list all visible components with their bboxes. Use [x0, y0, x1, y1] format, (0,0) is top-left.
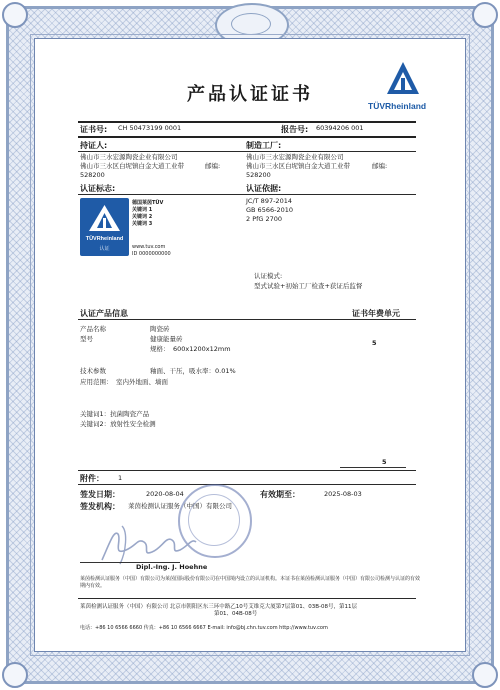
- mark-line: 关键词 3: [132, 221, 153, 227]
- factory-label: 制造工厂:: [246, 141, 282, 150]
- issue-date-label: 签发日期：: [80, 490, 120, 499]
- product-info-label: 认证产品信息: [80, 309, 128, 318]
- mark-line: 关键词 2: [132, 214, 153, 220]
- divider: [78, 470, 416, 471]
- brand-name: TÜVRheinland: [368, 101, 427, 111]
- scope-value: 室内外地面、墙面: [116, 378, 168, 386]
- divider: [78, 151, 416, 152]
- report-no-label: 报告号:: [281, 125, 309, 134]
- corner-ornament: [2, 2, 28, 28]
- spec: 600x1200x12mm: [173, 345, 231, 353]
- annual-fee-value: 5: [372, 339, 377, 347]
- total-line: [340, 467, 406, 468]
- company-address-2: 第01、04B-08号: [214, 611, 258, 617]
- mark-id: ID 0000000000: [132, 251, 171, 257]
- signer-name: Dipl.-Ing. J. Hoehne: [136, 563, 208, 571]
- mode-label: 认证模式:: [254, 272, 283, 280]
- divider: [78, 121, 416, 123]
- issuer-label: 签发机构：: [80, 502, 120, 511]
- factory-postcode: 528200: [246, 171, 271, 179]
- holder-postcode: 528200: [80, 171, 105, 179]
- factory-name: 佛山市三水宏源陶瓷企业有限公司: [246, 153, 344, 161]
- cert-no: CH 50473199 0001: [118, 124, 182, 132]
- scope-label: 应用范围：: [80, 378, 113, 386]
- mark-brand: TÜVRheinland: [85, 236, 124, 242]
- issuer: 莱茵检测认证服务（中国）有限公司: [128, 502, 232, 510]
- expiry-date-label: 有效期至：: [260, 490, 300, 499]
- page-title: 产品认证证书: [187, 84, 313, 105]
- expiry-date: 2025-08-03: [324, 490, 362, 498]
- model-label: 型号: [80, 335, 93, 343]
- appendix-value: 1: [118, 474, 123, 482]
- tuv-mark-icon: [88, 204, 121, 232]
- basis-label: 认证依据:: [246, 184, 282, 193]
- divider: [78, 484, 416, 485]
- mark-url: www.tuv.com: [132, 244, 166, 250]
- divider: [78, 598, 416, 599]
- footnote: 莱茵检测认证服务（中国）有限公司为莱茵国际股份有限公司在中国境内设立的认证机构。本证书在莱茵检测认证服务（中国）有限公司检测与认证的有效期内有效。: [80, 576, 421, 589]
- holder-label: 持证人:: [80, 141, 108, 150]
- total-annual-value: 5: [382, 458, 387, 466]
- certification-mark: [80, 198, 129, 256]
- appendix-label: 附件：: [80, 474, 104, 483]
- mode-value: 型式试验+初始工厂检查+获证后监督: [254, 282, 363, 290]
- corner-ornament: [472, 662, 498, 688]
- divider: [78, 319, 416, 320]
- mark-line: 关键词 1: [132, 207, 153, 213]
- divider: [78, 194, 416, 195]
- spec-label: 规格：: [150, 345, 170, 353]
- tech-label: 技术参数: [80, 367, 106, 375]
- keyword-1: 关键词1：抗菌陶瓷产品: [80, 410, 150, 418]
- product-name-label: 产品名称: [80, 325, 106, 333]
- holder-name: 佛山市三水宏源陶瓷企业有限公司: [80, 153, 178, 161]
- factory-address: 佛山市三水区白坭镇白金大道工业带: [246, 162, 350, 170]
- mark-sub: 认证: [99, 246, 110, 252]
- contact-info: 电话：+86 10 6566 6660 传真：+86 10 6566 6667 E-mail: info@bj.chn.tuv.com http://www.tuv.com: [80, 625, 328, 631]
- factory-post-label: 邮编:: [372, 162, 388, 170]
- issue-date: 2020-08-04: [146, 490, 184, 498]
- basis-item: GB 6566-2010: [246, 206, 293, 214]
- mark-label: 认证标志:: [80, 184, 116, 193]
- tech-value: 釉面、干压，吸水率：0.01%: [150, 367, 236, 375]
- cert-no-label: 证书号:: [80, 125, 108, 134]
- basis-item: JC/T 897-2014: [246, 197, 292, 205]
- holder-address: 佛山市三水区白坭镇白金大道工业带: [80, 162, 184, 170]
- annual-fee-label: 证书年费单元: [352, 309, 400, 318]
- model: 健康能量砖: [150, 335, 183, 343]
- corner-ornament: [472, 2, 498, 28]
- holder-post-label: 邮编:: [205, 162, 221, 170]
- corner-ornament: [2, 662, 28, 688]
- report-no: 60394206 001: [316, 124, 364, 132]
- company-address: 莱茵检测认证服务（中国）有限公司 北京市朝阳区东三环中路乙10号艾维克大厦第7层第01、03B-08号，第11层: [80, 604, 358, 610]
- mark-line: 德国莱茵TÜV: [132, 200, 164, 206]
- keyword-2: 关键词2：放射性安全检测: [80, 420, 156, 428]
- product-name: 陶瓷砖: [150, 325, 170, 333]
- divider: [78, 136, 416, 138]
- basis-item: 2 PfG 2700: [246, 215, 283, 223]
- tuv-logo-icon: [385, 60, 421, 96]
